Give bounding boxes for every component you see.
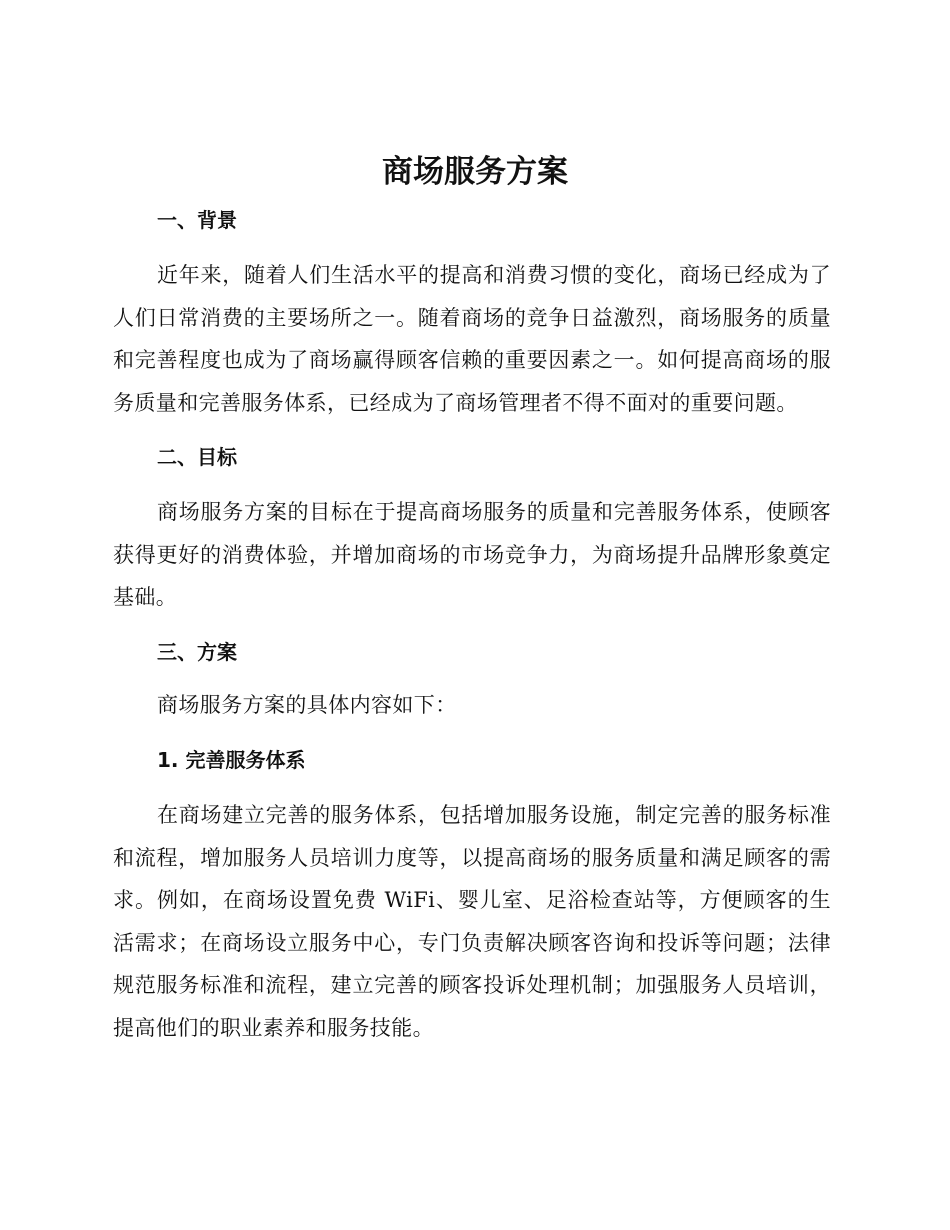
section-heading-background: 一、背景	[157, 208, 237, 232]
section-heading-plan: 三、方案	[157, 640, 237, 664]
section-heading-goal: 二、目标	[157, 445, 237, 469]
plan-intro: 商场服务方案的具体内容如下：	[157, 693, 457, 717]
goal-paragraph: 商场服务方案的目标在于提高商场服务的质量和完善服务体系，使顾客获得更好的消费体验，并增加商场的市场竞争力，为商场提升品牌形象奠定基础。	[113, 500, 831, 609]
background-paragraph: 近年来，随着人们生活水平的提高和消费习惯的变化，商场已经成为了人们日常消费的主要场所之一。随着商场的竞争日益激烈，商场服务的质量和完善程度也成为了商场赢得顾客信赖的重要因素之一。如何提高商场的服务质量和完善服务体系，已经成为了商场管理者不得不面对的重要问题。	[113, 263, 831, 415]
subsection-heading-service-system: 1. 完善服务体系	[157, 748, 306, 772]
service-system-paragraph: 在商场建立完善的服务体系，包括增加服务设施，制定完善的服务标准和流程，增加服务人员培训力度等，以提高商场的服务质量和满足顾客的需求。例如，在商场设置免费 WiFi、婴儿室、足浴检查站等，方便顾客的生活需求；在商场设立服务中心，专门负责解决顾客咨询和投诉等问题；法律规范服务标准和流程，建立完善的顾客投诉处理机制；加强服务人员培训，提高他们的职业素养和服务技能。	[113, 803, 831, 1040]
document-title: 商场服务方案	[382, 154, 568, 190]
